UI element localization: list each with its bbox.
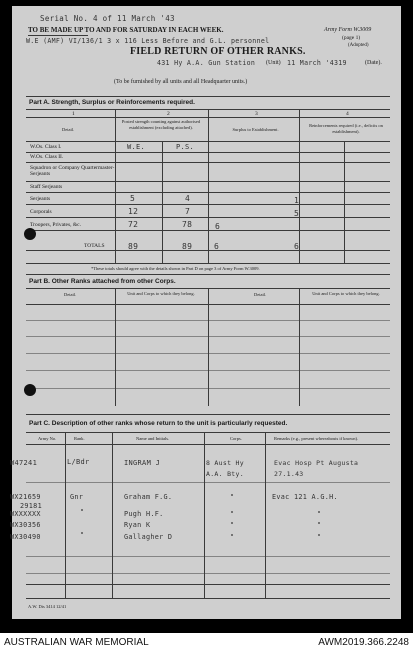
part-a-head-posted: Posted strength counting against authorised establishment (excluding attached). [121, 119, 201, 130]
part-c-head-army-no: Army No. [38, 436, 57, 441]
ps-total: 89 [182, 242, 193, 251]
part-a-col-num: 3 [255, 111, 258, 117]
remarks: " [317, 521, 322, 529]
adopted-label: (Adopted) [348, 43, 369, 48]
unit-value: 431 Hy A.A. Gun Station [157, 59, 256, 67]
punch-hole [24, 384, 36, 396]
made-up-instruction: TO BE MADE UP TO AND FOR SATURDAY IN EACH WEEK. [28, 26, 224, 34]
part-c-head-corps: Corps. [230, 436, 242, 441]
archive-name: AUSTRALIAN WAR MEMORIAL [4, 637, 149, 648]
rank: " [80, 531, 85, 539]
surplus-total: 6 [214, 242, 220, 251]
furnished-note: (To be furnished by all units and all Headquarter units.) [114, 79, 248, 85]
corps: " [230, 493, 235, 501]
we-value: 5 [130, 194, 136, 203]
corps: 8 Aust Hy A.A. Bty. [206, 459, 244, 478]
made-up-underline [28, 35, 88, 36]
form-number: Army Form W.3009 [324, 27, 372, 33]
army-number: WX30356 [10, 521, 41, 529]
part-a-head-surplus: Surplus to Establishment. [232, 127, 279, 132]
part-c-head-remarks: Remarks (e.g., present whereabouts if known). [274, 436, 359, 441]
part-c-head-rank: Rank. [74, 436, 85, 441]
ps-value: 7 [185, 207, 191, 216]
part-a-col-num: 2 [167, 111, 170, 117]
row-label: Staff Serjeants [30, 184, 63, 190]
corps: " [230, 510, 235, 518]
army-number: WXXXXXX [10, 510, 41, 518]
ps-value: 78 [182, 220, 193, 229]
army-number: 29181 [20, 502, 42, 510]
remarks: Evac 121 A.G.H. [272, 493, 338, 501]
row-label: W.Os. Class II. [30, 154, 64, 160]
surplus-value: 6 [215, 222, 221, 231]
soldier-name: INGRAM J [124, 459, 161, 467]
remarks: " [317, 533, 322, 541]
rank: Gnr [70, 493, 84, 501]
reinf-value: 5 [294, 209, 300, 218]
part-a-head-reinforcements: Reinforcements required (i.e., deficits on establishment). [309, 123, 383, 134]
reinf-value: 1 [294, 196, 300, 205]
archive-footer [0, 633, 413, 653]
punch-hole [24, 228, 36, 240]
row-label: TOTALS [84, 243, 105, 249]
part-b-head-unit-2: Unit and Corps to which they belong. [312, 291, 380, 296]
rank: " [80, 508, 85, 516]
army-number: W47241 [10, 459, 38, 467]
printer-imprint: A.W. Dis 3414 12/41 [28, 604, 67, 609]
unit-label: (Unit) [266, 60, 281, 66]
date-label: (Date). [365, 60, 382, 66]
soldier-name: Gallagher D [124, 533, 173, 541]
row-label: Squadron or Company Quartermaster-Serjeants [30, 165, 115, 177]
remarks: " [317, 510, 322, 518]
war-establishment-line: W.E (AMF) VI/136/1 3 x 116 Less Before and G.L. personnel [26, 37, 270, 45]
totals-note: *These totals should agree with the details shown in Part D on page 3 of Army Form W.3009. [91, 266, 260, 271]
ps-value: P.S. [176, 143, 195, 151]
we-value: 12 [128, 207, 139, 216]
part-a-col-num: 1 [72, 111, 75, 117]
part-c-head-name: Name and Initials. [136, 436, 170, 441]
we-value: W.E. [127, 143, 146, 151]
soldier-name: Pugh H.F. [124, 510, 164, 518]
part-b-head-detail-2: Detail. [254, 292, 267, 297]
part-c-title: Part C. Description of other ranks whose return to the unit is particularly requested. [29, 420, 288, 427]
army-number: WX30490 [10, 533, 41, 541]
we-total: 89 [128, 242, 139, 251]
part-a-col-num: 4 [346, 111, 349, 117]
soldier-name: Ryan K [124, 521, 151, 529]
corps: " [230, 521, 235, 529]
serial-number: Serial No. 4 of 11 March '43 [40, 14, 175, 23]
we-value: 72 [128, 220, 139, 229]
part-a-title: Part A. Strength, Surplus or Reinforcements required. [29, 99, 195, 106]
part-b-head-detail: Detail. [64, 292, 77, 297]
row-label: Serjeants [30, 196, 51, 202]
part-b-title: Part B. Other Ranks attached from other Corps. [29, 278, 176, 285]
remarks: Evac Hosp Pt Augusta 27.1.43 [274, 459, 359, 478]
army-number: WX21659 [10, 493, 41, 501]
rank: L/Bdr [67, 458, 90, 466]
row-label: Corporals [30, 209, 52, 215]
date-value: 11 March '4319 [287, 59, 347, 67]
part-b-head-unit: Unit and Corps to which they belong. [127, 291, 195, 296]
archive-reference: AWM2019.366.2248 [318, 637, 409, 648]
corps: " [230, 533, 235, 541]
soldier-name: Graham F.G. [124, 493, 173, 501]
form-title: FIELD RETURN OF OTHER RANKS. [130, 46, 306, 57]
row-label: W.Os. Class I. [30, 144, 62, 150]
reinf-total: 6 [294, 242, 300, 251]
part-a-head-detail: Detail. [62, 127, 75, 132]
ps-value: 4 [185, 194, 191, 203]
page-number: (page 1) [342, 35, 361, 41]
row-label: Troopers, Privates, &c. [30, 222, 81, 228]
document-page [12, 6, 401, 619]
